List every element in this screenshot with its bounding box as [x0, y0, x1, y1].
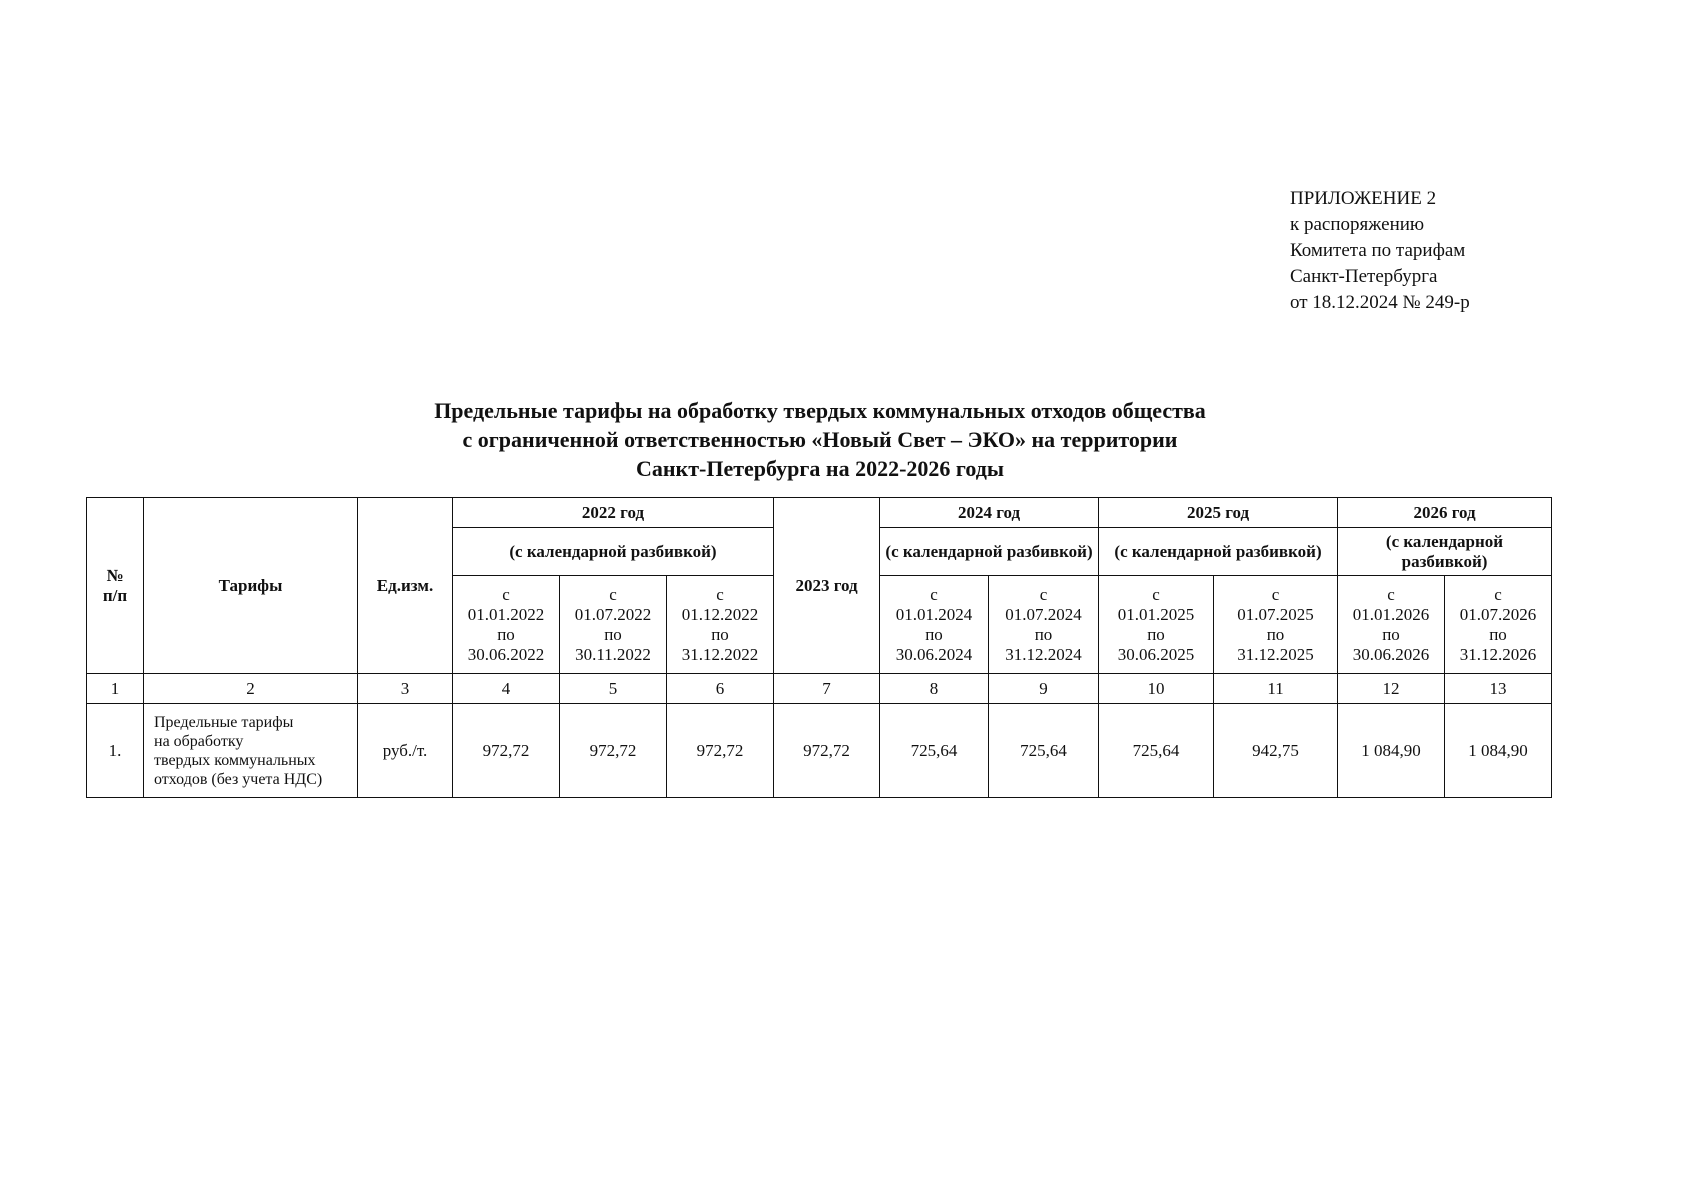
column-number: 5 [560, 674, 667, 704]
title-line: с ограниченной ответственностью «Новый Свет – ЭКО» на территории [462, 427, 1178, 452]
period-cell: с 01.07.2025 по 31.12.2025 [1214, 576, 1338, 674]
appendix-line: ПРИЛОЖЕНИЕ 2 [1290, 188, 1437, 209]
period-cell: с 01.12.2022 по 31.12.2022 [667, 576, 774, 674]
appendix-line: Санкт-Петербурга [1290, 266, 1438, 287]
breakdown-2026: (с календарной разбивкой) [1338, 528, 1552, 576]
tariff-value: 972,72 [774, 704, 880, 798]
document-title [300, 396, 1340, 483]
header-year-2024: 2024 год [880, 498, 1099, 528]
period-cell: с 01.07.2024 по 31.12.2024 [989, 576, 1099, 674]
header-year-2022: 2022 год [453, 498, 774, 528]
tariff-value: 725,64 [989, 704, 1099, 798]
period-cell: с 01.07.2026 по 31.12.2026 [1445, 576, 1552, 674]
header-year-2025: 2025 год [1099, 498, 1338, 528]
appendix-line: к распоряжению [1290, 214, 1425, 235]
column-number: 6 [667, 674, 774, 704]
header-year-2023: 2023 год [774, 498, 880, 674]
period-cell: с 01.07.2022 по 30.11.2022 [560, 576, 667, 674]
period-cell: с 01.01.2024 по 30.06.2024 [880, 576, 989, 674]
tariff-name: Предельные тарифы на обработку твердых коммунальных отходов (без учета НДС) [144, 704, 358, 798]
row-unit: руб./т. [358, 704, 453, 798]
tariff-value: 972,72 [453, 704, 560, 798]
tariff-value: 725,64 [880, 704, 989, 798]
column-number: 11 [1214, 674, 1338, 704]
header-tariffs: Тарифы [144, 498, 358, 674]
tariff-value: 1 084,90 [1445, 704, 1552, 798]
header-num: № п/п [87, 498, 144, 674]
header-year-2026: 2026 год [1338, 498, 1552, 528]
breakdown-2024: (с календарной разбивкой) [880, 528, 1099, 576]
breakdown-2025: (с календарной разбивкой) [1099, 528, 1338, 576]
column-number: 4 [453, 674, 560, 704]
column-number-row [87, 674, 1552, 704]
title-line: Предельные тарифы на обработку твердых коммунальных отходов общества [434, 398, 1206, 423]
column-number: 1 [87, 674, 144, 704]
tariff-table [86, 497, 1552, 798]
tariff-value: 942,75 [1214, 704, 1338, 798]
title-line: Санкт-Петербурга на 2022-2026 годы [635, 456, 1005, 481]
tariff-value: 1 084,90 [1338, 704, 1445, 798]
column-number: 7 [774, 674, 880, 704]
period-cell: с 01.01.2026 по 30.06.2026 [1338, 576, 1445, 674]
column-number: 3 [358, 674, 453, 704]
table-row [87, 704, 1552, 798]
period-cell: с 01.01.2025 по 30.06.2025 [1099, 576, 1214, 674]
tariff-value: 972,72 [667, 704, 774, 798]
period-cell: с 01.01.2022 по 30.06.2022 [453, 576, 560, 674]
tariff-value: 725,64 [1099, 704, 1214, 798]
appendix-line: Комитета по тарифам [1290, 240, 1466, 261]
tariff-value: 972,72 [560, 704, 667, 798]
column-number: 9 [989, 674, 1099, 704]
breakdown-2022: (с календарной разбивкой) [453, 528, 774, 576]
appendix-line: от 18.12.2024 № 249-р [1290, 292, 1470, 313]
column-number: 8 [880, 674, 989, 704]
row-number: 1. [87, 704, 144, 798]
appendix-header [1290, 186, 1470, 316]
header-row-years [87, 498, 1552, 528]
header-unit: Ед.изм. [358, 498, 453, 674]
column-number: 2 [144, 674, 358, 704]
column-number: 13 [1445, 674, 1552, 704]
column-number: 10 [1099, 674, 1214, 704]
column-number: 12 [1338, 674, 1445, 704]
